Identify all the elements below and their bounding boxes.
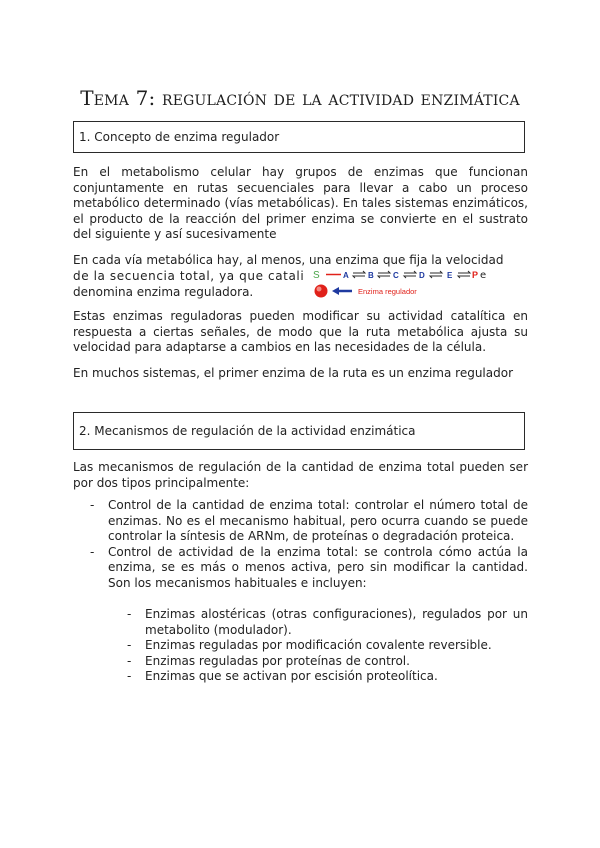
list-item-text: Enzimas reguladas por modificación covalente reversible. [145,638,492,653]
section-1-heading-box [73,121,525,153]
metabolic-pathway-figure [312,268,532,300]
section-1-heading: 1. Concepto de enzima regulador [79,130,280,144]
reversible-arrow-icon [404,271,416,278]
section-2-heading-box [73,412,525,450]
reversible-arrow-icon [378,271,390,278]
regulator-label: Enzima regulador [358,287,417,296]
reversible-arrow-icon [353,271,365,278]
paragraph-2-line-3: denomina enzima reguladora. [73,285,254,299]
section-2-heading: 2. Mecanismos de regulación de la actividad enzimática [79,424,416,438]
list-item-text: Enzimas alostéricas (otras configuraciones), regulados por un metabolito (modulador). [145,607,528,637]
page-title: Tema 7: regulación de la actividad enzimática [80,86,520,110]
section-1-paragraph-4: En muchos sistemas, el primer enzima de la ruta es un enzima regulador [73,366,514,380]
list-bullet: - [127,607,132,621]
mechanism-sublist [127,607,528,685]
product-label: P [472,270,479,280]
list-item [90,498,528,545]
section-2-intro: Las mecanismos de regulación de la cantidad de enzima total pueden ser por dos tipos principalmente: [73,460,528,490]
reversible-arrow-icon [430,271,442,278]
list-bullet: - [90,544,95,559]
paragraph-2-line-2-tail: e [480,270,487,281]
reversible-arrow-icon [458,271,470,278]
metabolite-c: C [393,271,399,280]
paragraph-2-line-2: de la secuencia total, ya que catali [73,269,305,283]
section-1-paragraph-1: En el metabolismo celular hay grupos de enzimas que funcionan conjuntamente en rutas secuenciales para llevar a cabo un proceso metabólico determinado (vías metabólicas). En tales sistemas enzimáticos, el producto de la reacción del primer enzima se convierte en el sustrato del siguiente y así sucesivamente [73,165,528,242]
regulator-enzyme-icon [315,285,328,298]
metabolite-d: D [419,271,425,280]
metabolite-a: A [343,271,349,280]
list-item-text: Enzimas que se activan por escisión proteolítica. [145,669,438,684]
list-item-text: Control de actividad de la enzima total: se controla cómo actúa la enzima, se es más o menos activa, pero sin modificar la cantidad. Son los mecanismos habituales e incluyen: [108,544,528,590]
list-item [127,638,528,654]
list-item [90,544,528,592]
metabolite-e: E [447,271,453,280]
paragraph-2-line-1: En cada vía metabólica hay, al menos, una enzima que fija la velocidad [73,253,504,267]
list-item [127,669,528,685]
list-bullet: - [90,498,95,512]
list-item [127,653,528,670]
mechanism-list [90,498,528,592]
metabolite-b: B [368,271,374,280]
section-1-paragraph-3: Estas enzimas reguladoras pueden modificar su actividad catalítica en respuesta a ciertas señales, de modo que la ruta metabólica ajusta su velocidad para adaptarse a cambios en las necesidades de la célula. [73,309,528,355]
list-item [127,607,528,638]
list-bullet: - [127,638,132,653]
list-bullet: - [127,669,132,684]
substrate-label: S [313,270,320,281]
list-bullet: - [127,653,132,668]
regulator-highlight [317,287,322,292]
list-item-text: Control de la cantidad de enzima total: controlar el número total de enzimas. No es el mecanismo habitual, pero ocurra cuando se puede controlar la síntesis de ARNm, de proteínas o degradación proteica. [108,498,528,544]
list-item-text: Enzimas reguladas por proteínas de control. [145,653,410,668]
regulator-pointer-arrow [332,287,352,295]
